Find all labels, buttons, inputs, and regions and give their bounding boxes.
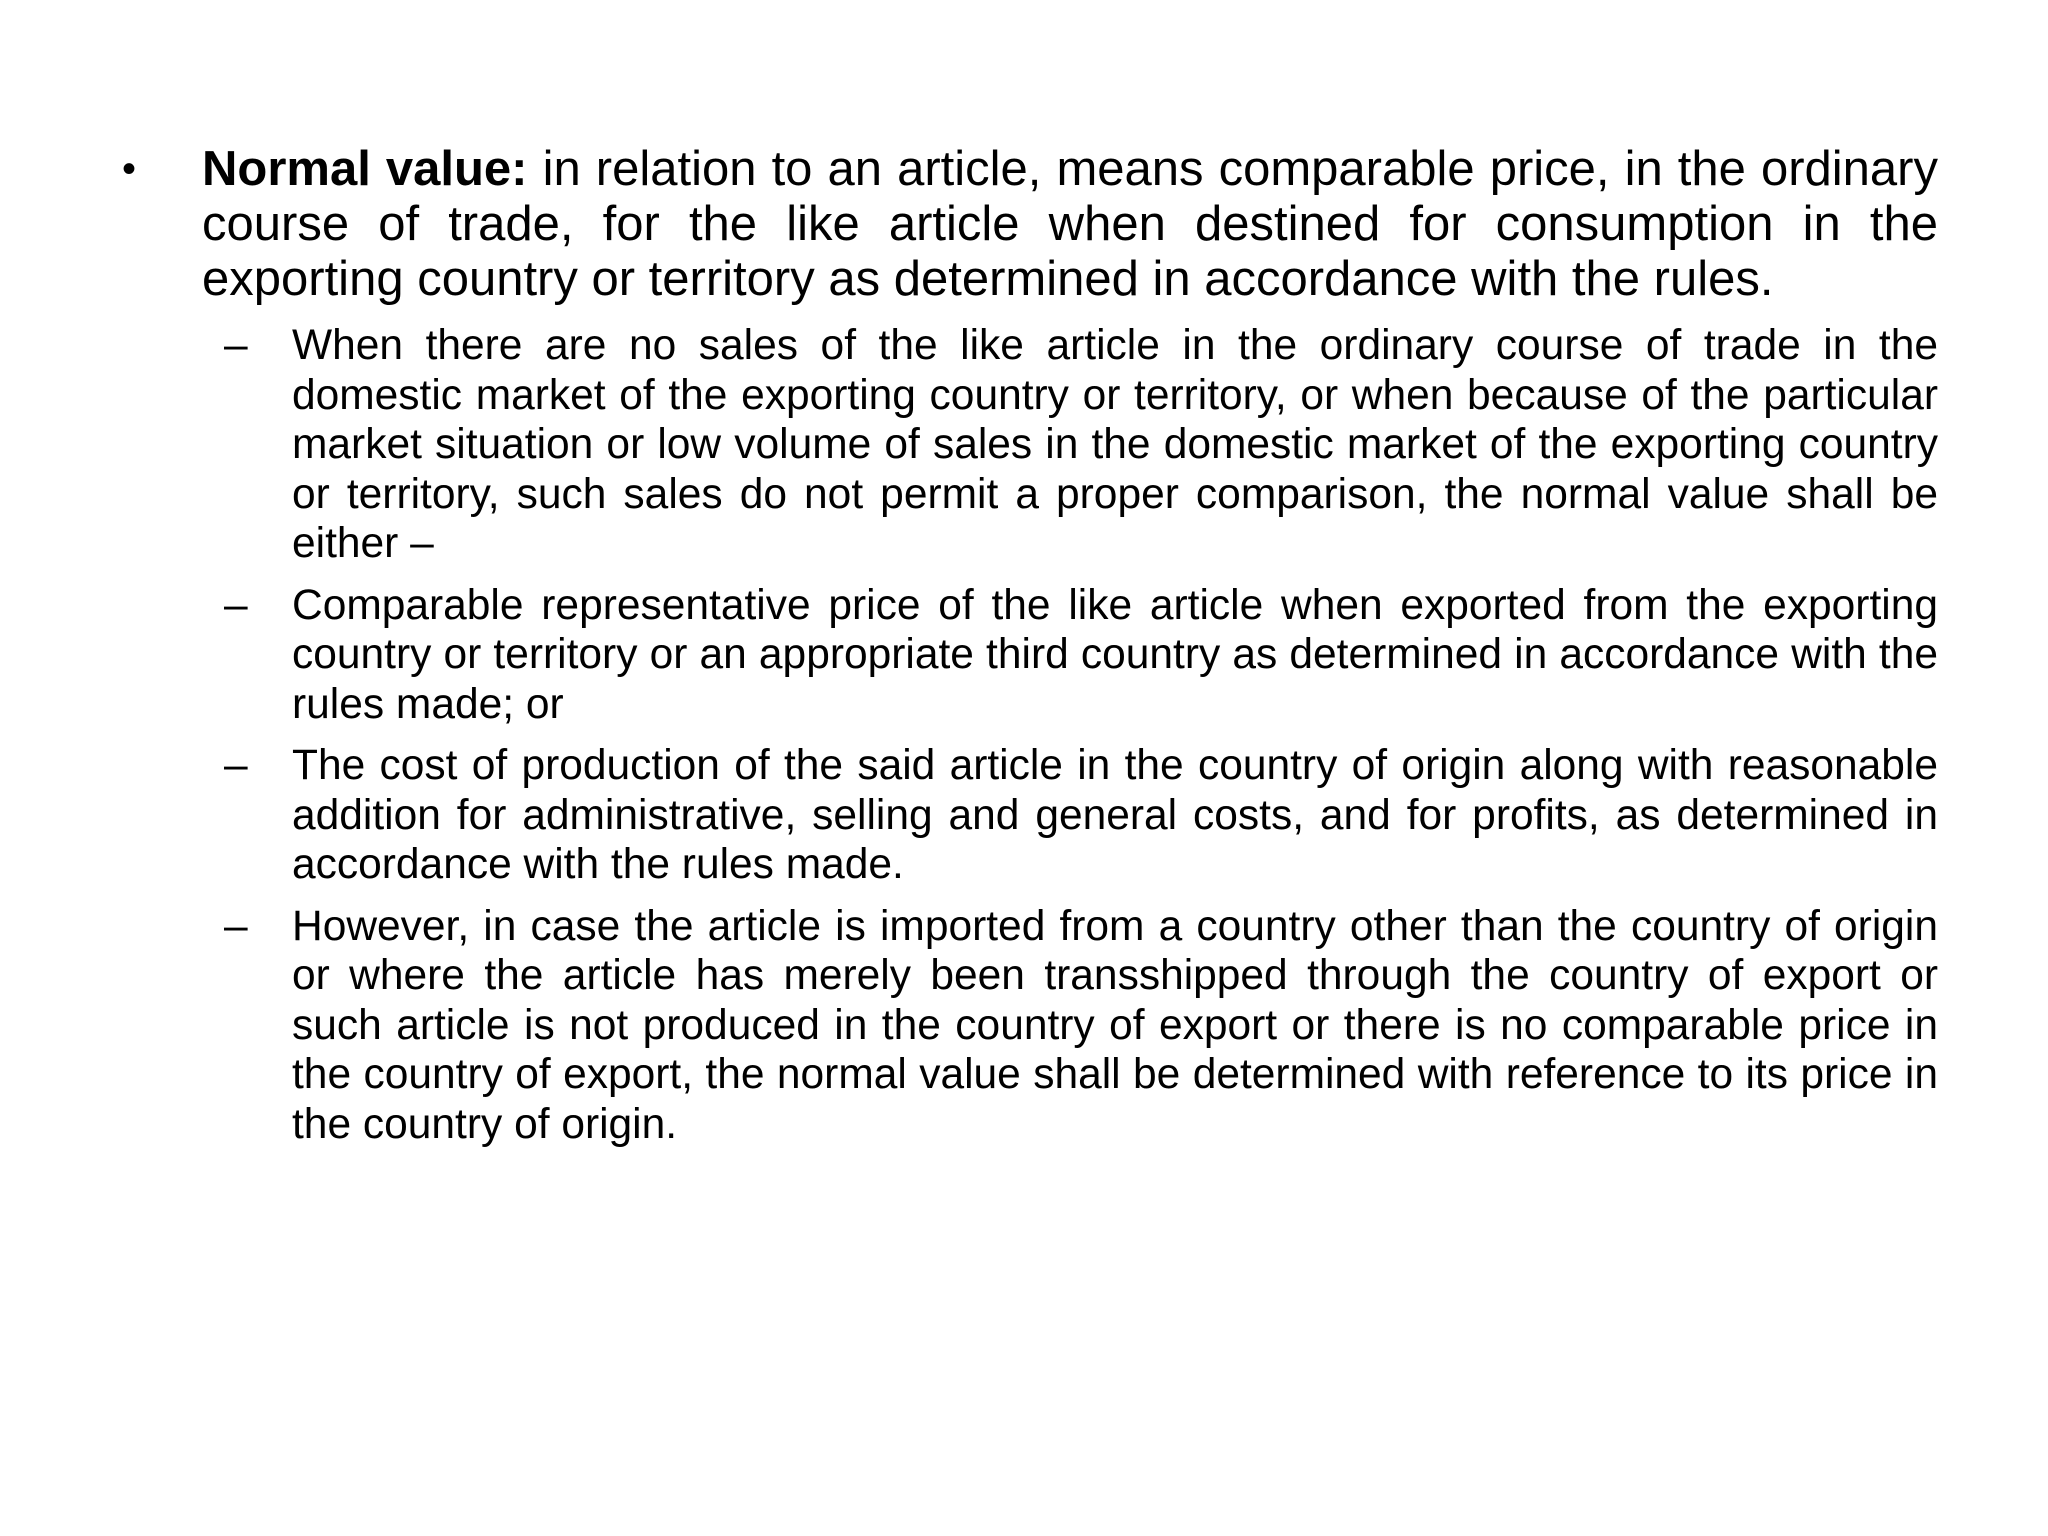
sub-point-text: Comparable representative price of the like article when exported from the exporting country or territory or an appropriate third country as determined in accordance with the rules made; or xyxy=(292,581,1938,728)
sub-point-comparable-export-price xyxy=(118,581,1938,730)
sub-point-text: When there are no sales of the like article in the ordinary course of trade in the domestic market of the exporting country or territory, or when because of the particular market situation or low volume of sales in the domestic market of the exporting country or territory, such sales do not permit a proper comparison, the normal value shall be either – xyxy=(292,322,1938,567)
sub-point-cost-of-production xyxy=(118,741,1938,890)
bullet-icon: • xyxy=(122,147,137,191)
dash-icon: – xyxy=(224,742,248,789)
sub-point-no-domestic-sales xyxy=(118,321,1938,569)
sub-point-text: However, in case the article is imported from a country other than the country of origin or where the article has merely been transshipped through the country of export or such article is not produced in the country of export or there is no comparable price in the country of export, the normal value shall be determined with reference to its price in the country of origin. xyxy=(292,902,1938,1148)
dash-icon: – xyxy=(224,322,248,369)
main-bullet-normal-value xyxy=(118,142,1938,307)
dash-icon: – xyxy=(224,902,248,950)
sub-point-country-of-origin xyxy=(118,902,1938,1150)
definition-text: in relation to an article, means comparable price, in the ordinary course of trade, for the like article when destined for consumption in the exporting country or territory as determined in accordance with the rules. xyxy=(202,142,1938,306)
slide-body xyxy=(118,142,1938,1161)
definition-term: Normal value: xyxy=(202,142,528,196)
dash-icon: – xyxy=(224,581,248,629)
sub-point-list xyxy=(118,321,1938,1149)
sub-point-text: The cost of production of the said article in the country of origin along with reasonable addition for administrative, selling and general costs, and for profits, as determined in accordance with the rules made. xyxy=(292,742,1938,888)
